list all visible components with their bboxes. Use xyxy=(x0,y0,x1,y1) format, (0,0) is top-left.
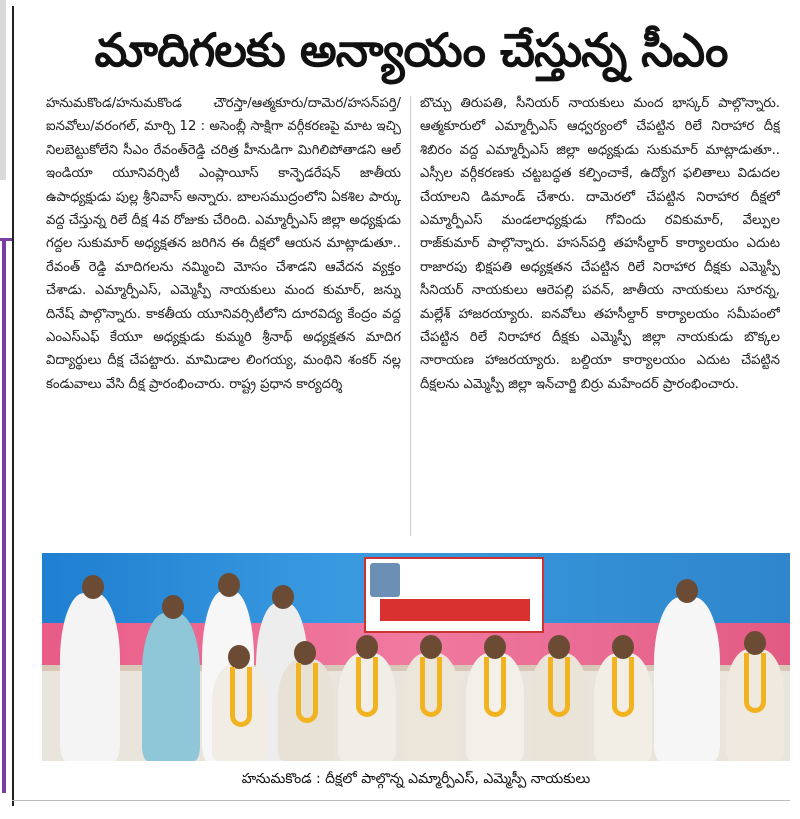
photo-person-head xyxy=(294,641,316,665)
photo-person-head xyxy=(420,635,442,659)
photo-person xyxy=(654,597,720,761)
news-photo xyxy=(42,553,790,761)
photo-person-head xyxy=(484,635,506,659)
photo-garland xyxy=(230,667,252,727)
photo-person-head xyxy=(356,635,378,659)
photo-person-head xyxy=(612,635,634,659)
photo-caption: హనుమకొండ : దీక్షలో పాల్గొన్న ఎమ్మార్పీఎస్, ఎమ్మెస్పీ నాయకులు xyxy=(241,771,591,787)
photo-garland xyxy=(420,657,442,717)
bottom-rule xyxy=(12,800,790,801)
photo-caption-bar xyxy=(42,761,790,795)
photo-garland xyxy=(548,657,570,717)
photo-person xyxy=(60,593,120,761)
column-divider xyxy=(410,96,411,536)
photo-person-head xyxy=(218,573,240,597)
photo-person-head xyxy=(82,575,104,599)
photo-person-head xyxy=(228,645,250,669)
edge-gray-block xyxy=(0,0,6,180)
photo-person-head xyxy=(548,635,570,659)
article-headline: మాదిగలకు అన్యాయం చేస్తున్న సీఎం xyxy=(94,23,728,77)
photo-person-head xyxy=(676,579,698,603)
photo-person-head xyxy=(744,631,766,655)
frame-border-line xyxy=(12,6,14,806)
photo-garland xyxy=(744,653,766,713)
photo-garland xyxy=(484,657,506,717)
banner-red-strip xyxy=(380,599,530,621)
banner-portrait xyxy=(370,563,400,597)
photo-person-head xyxy=(272,585,294,609)
photo-garland xyxy=(612,657,634,717)
protest-banner xyxy=(364,557,544,633)
article-body-left-column: హనుమకొండ/హనుమకొండ చౌరస్తా/ఆత్మకూరు/దామెర/హసన్‌పర్తి/ఐనవోలు/వరంగల్, మార్చి 12 : అసెంబ్లీ సాక్షిగా వర్గీకరణపై మాట ఇచ్చి నిలబెట్టుకోలేని సీఎం రేవంత్‌రెడ్డి చరిత్ర హీనుడిగా మిగిలిపోతాడని ఆల్ ఇండియా యూనివర్సిటీ ఎంప్లాయీస్ కాన్ఫెడరేషన్ జాతీయ ఉపాధ్యక్షుడు పుల్ల శ్రీనివాస్ అన్నారు. బాలసముద్రంలోని ఏకశిల పార్కు వద్ద చేస్తున్న రిలే దీక్ష 4వ రోజుకు చేరింది. ఎమ్మార్పీఎస్ జిల్లా అధ్యక్షుడు గద్దల సుకుమార్ అధ్యక్షతన జరిగిన ఈ దీక్షలో ఆయన మాట్లాడుతూ.. రేవంత్ రెడ్డి మాదిగలను నమ్మించి మోసం చేశాడని ఆవేదన వ్యక్తం చేశాడు. ఎమ్మార్పీఎస్, ఎమ్మెస్పీ నాయకులు మంద కుమార్, జన్ను దినేష్ పాల్గొన్నారు. కాకతీయ యూనివర్సిటీలోని దూరవిద్య కేంద్రం వద్ద ఎంఎస్ఎఫ్ కేయూ అధ్యక్షుడు కుమ్మరి శ్రీనాథ్ అధ్యక్షతన మాదిగ విద్యార్థులు దీక్ష చేపట్టారు. మామిడాల లింగయ్య, మంథిని శంకర్ నల్ల కండువాలు వేసి దీక్ష ప్రారంభించారు. రాష్ట్ర ప్రధాన కార్యదర్శి xyxy=(46,96,401,392)
article-body-right-column: బొచ్చు తిరుపతి, సీనియర్ నాయకులు మంద భాస్కర్ పాల్గొన్నారు. ఆత్మకూరులో ఎమ్మార్పీఎస్ ఆధ్వర్యంలో చేపట్టిన రిలే నిరాహార దీక్ష శిబిరం వద్ద ఎమ్మార్పీఎస్ జిల్లా అధ్యక్షుడు సుకుమార్ మాట్లాడుతూ.. ఎస్సీల వర్గీకరణకు చట్టబద్ధత కల్పించాకే, ఉద్యోగ ఫలితాలు విడుదల చేయాలని డిమాండ్ చేశారు. దామెరలో చేపట్టిన నిరాహార దీక్షలో ఎమ్మార్పీఎస్ మండలాధ్యక్షుడు గోవిందు రవికుమార్, వేల్పుల రాజ్‌కుమార్ పాల్గొన్నారు. హసన్‌పర్తి తహసీల్దార్ కార్యాలయం ఎదుట రాజారపు భిక్షపతి అధ్యక్షతన చేపట్టిన రిలే నిరాహార దీక్షకు ఎమ్మెస్పీ సీనియర్ నాయకులు ఆరెపల్లి పవన్, జాతీయ నాయకులు సూరన్న, మల్లేశ్ హాజరయ్యారు. ఐనవోలు తహసీల్దార్ కార్యాలయం సమీపంలో చేపట్టిన రిలే నిరాహార దీక్షకు ఎమ్మెస్పీ జిల్లా నాయకుడు బొక్కల నారాయణ హాజరయ్యారు. బల్దియా కార్యాలయం ఎదుట చేపట్టిన దీక్షలను ఎమ్మెస్పీ జిల్లా ఇన్‌చార్జి బిర్రు మహేందర్ ప్రారంభించారు. xyxy=(420,96,780,392)
edge-purple-bar xyxy=(2,238,6,793)
photo-garland xyxy=(296,663,318,723)
photo-person xyxy=(142,613,200,761)
photo-garland xyxy=(356,657,378,717)
photo-person-head xyxy=(162,595,184,619)
